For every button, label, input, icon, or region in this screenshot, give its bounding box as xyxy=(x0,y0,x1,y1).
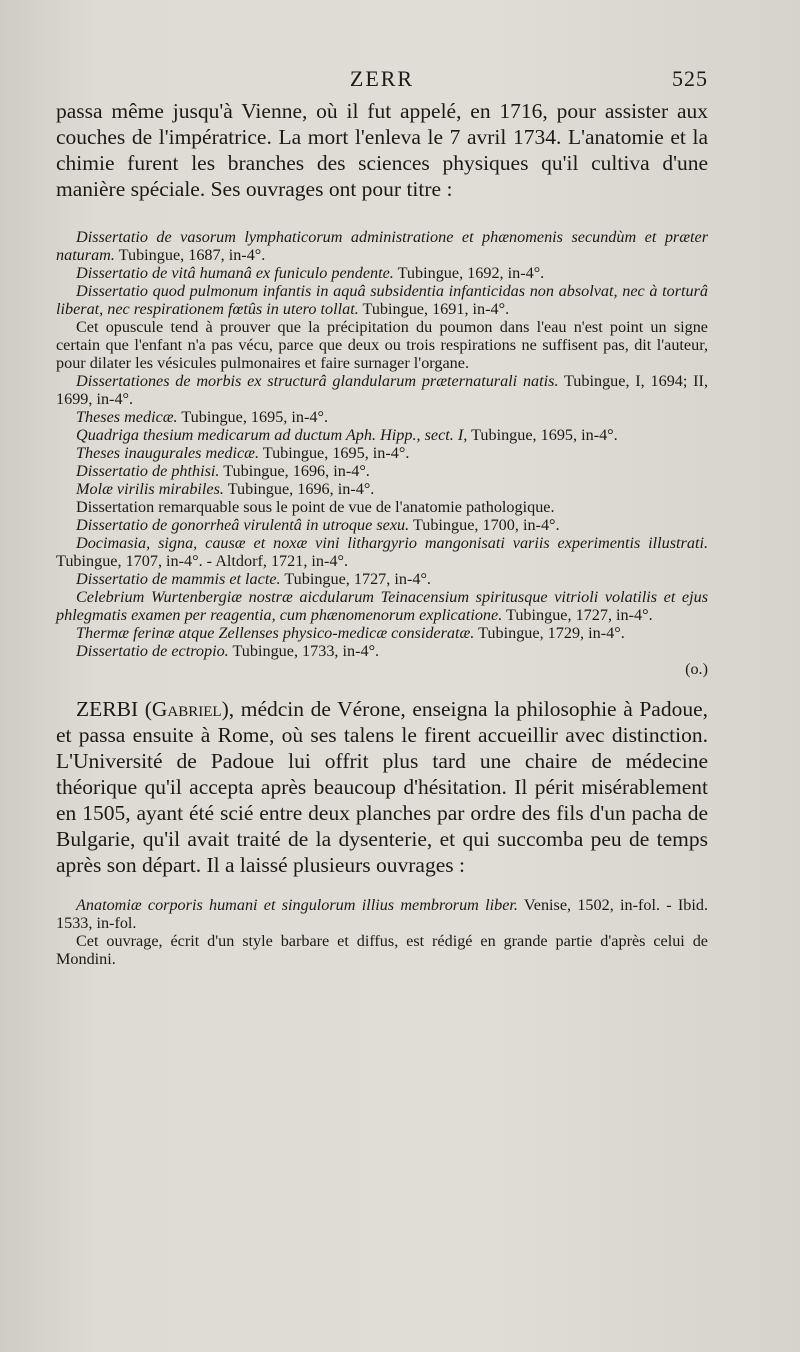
work-entry xyxy=(56,480,708,498)
work-details: Tubingue, 1696, in-4°. xyxy=(219,462,370,480)
work-details: Tubingue, 1695, in-4°. xyxy=(467,426,618,444)
work-title: Docimasia, signa, causæ et noxæ vini lithargyrio mangonisati variis experimentis illustrati. xyxy=(76,534,708,552)
work-title: Anatomiæ corporis humani et singulorum illius membrorum liber. xyxy=(76,896,518,914)
work-title: Celebrium Wurtenbergiæ nostræ aicdularum Teinacensium spiritusque vitrioli volatilis et ejus phlegmatis examen per reagentia, cum phænomenorum explicatione. xyxy=(56,588,708,624)
work-details: Venise, 1502, in-fol. - Ibid. 1533, in-fol. xyxy=(56,896,708,932)
page-number: 525 xyxy=(672,66,708,91)
work-title: Dissertatio de gonorrheâ virulentâ in utroque sexu. xyxy=(76,516,410,534)
work-title: Dissertatio quod pulmonum infantis in aquâ subsidentia infanticidas non absolvat, nec à torturâ liberat, nec respirationem fœtûs in utero tollat. xyxy=(56,282,708,318)
work-title: Quadriga thesium medicarum ad ductum Aph. Hipp., sect. I, xyxy=(76,426,468,444)
work-title: Thermæ ferinæ atque Zellenses physico-medicæ consideratæ. xyxy=(76,624,475,642)
work-title: Dissertatio de vitâ humanâ ex funiculo pendente. xyxy=(76,264,394,282)
work-details: Tubingue, 1733, in-4°. xyxy=(228,642,380,660)
work-details: Tubingue, 1727, in-4°. xyxy=(502,606,653,624)
work-title: Theses medicæ. xyxy=(76,408,178,426)
work-entry xyxy=(56,642,708,660)
work-entry xyxy=(56,570,708,588)
work-note xyxy=(56,932,708,968)
zerbi-works-list xyxy=(56,896,708,968)
running-title: ZERR xyxy=(349,66,415,91)
work-details: Tubingue, 1729, in-4°. xyxy=(474,624,625,642)
work-details: Cet ouvrage, écrit d'un style barbare et diffus, est rédigé en grande partie d'après celui de Mondini. xyxy=(56,932,708,968)
work-details: Tubingue, 1707, in-4°. - Altdorf, 1721, in-4°. xyxy=(56,552,349,570)
work-note xyxy=(56,318,708,372)
work-details: Tubingue, 1692, in-4°. xyxy=(393,264,545,282)
work-entry xyxy=(56,228,708,264)
zerbi-article: ZERBI (Gabriel), médcin de Vérone, enseigna la philosophie à Padoue, et passa ensuite à Rome, où ses talens le firent accueillir avec distinction. L'Université de Padoue lui offrit plus tard une chaire de médecine théorique qu'il accepta après beaucoup d'hésitation. Il périt misérablement en 1505, ayant été scié entre deux planches par ordre des fils d'un pacha de Bulgarie, qu'il avait traité de la dysenterie, et qui succomba peu de temps après son départ. Il a laissé plusieurs ouvrages : xyxy=(56,697,708,877)
work-details: Cet opuscule tend à prouver que la précipitation du poumon dans l'eau n'est point un signe certain que l'enfant n'a pas vécu, parce que deux ou trois respirations ne suffisent pas, dit l'auteur, pour dilater les vésicules pulmonaires et faire surnager l'organe. xyxy=(56,318,708,372)
work-details: Tubingue, 1696, in-4°. xyxy=(223,480,375,498)
work-entry xyxy=(56,896,708,932)
work-entry xyxy=(56,408,708,426)
work-entry xyxy=(56,426,708,444)
work-details: Tubingue, 1691, in-4°. xyxy=(358,300,510,318)
work-details: Tubingue, 1695, in-4°. xyxy=(177,408,328,426)
work-entry xyxy=(56,444,708,462)
page-content xyxy=(56,62,708,968)
entry-given-name: Gabriel xyxy=(151,697,222,721)
work-title: Dissertatio de phthisi. xyxy=(76,462,220,480)
entry-body: , médcin de Vérone, enseigna la philosophie à Padoue, et passa ensuite à Rome, où ses talens le firent accueillir avec distinction. L'Université de Padoue lui offrit plus tard une chaire de médecine théorique qu'il accepta après beaucoup d'hésitation. Il périt misérablement en 1505, ayant été scié entre deux planches par ordre des fils d'un pacha de Bulgarie, qu'il avait traité de la dysenterie, et qui succomba peu de temps après son départ. Il a laissé plusieurs ouvrages : xyxy=(56,697,708,877)
author-signature: (o.) xyxy=(685,660,708,678)
work-details: Tubingue, 1687, in-4°. xyxy=(114,246,266,264)
work-title: Molæ virilis mirabiles. xyxy=(76,480,224,498)
work-entry xyxy=(56,516,708,534)
work-details: Dissertation remarquable sous le point de vue de l'anatomie pathologique. xyxy=(76,498,555,516)
work-entry xyxy=(56,372,708,408)
intro-paragraph: passa même jusqu'à Vienne, où il fut appelé, en 1716, pour assister aux couches de l'impératrice. La mort l'enleva le 7 avril 1734. L'anatomie et la chimie furent les branches des sciences physiques qu'il cultiva d'une manière spéciale. Ses ouvrages ont pour titre : xyxy=(56,99,708,201)
work-entry xyxy=(56,534,708,570)
work-entry xyxy=(56,624,708,642)
work-title: Dissertatio de mammis et lacte. xyxy=(76,570,281,588)
works-list xyxy=(56,228,708,678)
work-title: Dissertatio de vasorum lymphaticorum administratione et phænomenis secundùm et præter naturam. xyxy=(56,228,708,264)
work-title: Theses inaugurales medicæ. xyxy=(76,444,259,462)
running-header xyxy=(56,62,708,98)
entry-headword: ZERBI xyxy=(76,697,139,721)
work-title: Dissertationes de morbis ex structurâ glandularum præternaturali natis. xyxy=(76,372,559,390)
work-details: Tubingue, 1695, in-4°. xyxy=(259,444,410,462)
work-entry xyxy=(56,282,708,318)
work-entry xyxy=(56,462,708,480)
work-entry xyxy=(56,264,708,282)
work-note xyxy=(56,498,708,516)
work-entry xyxy=(56,588,708,624)
work-details: Tubingue, 1700, in-4°. xyxy=(409,516,560,534)
work-details: Tubingue, I, 1694; II, 1699, in-4°. xyxy=(56,372,708,408)
work-details: Tubingue, 1727, in-4°. xyxy=(280,570,431,588)
work-title: Dissertatio de ectropio. xyxy=(76,642,229,660)
